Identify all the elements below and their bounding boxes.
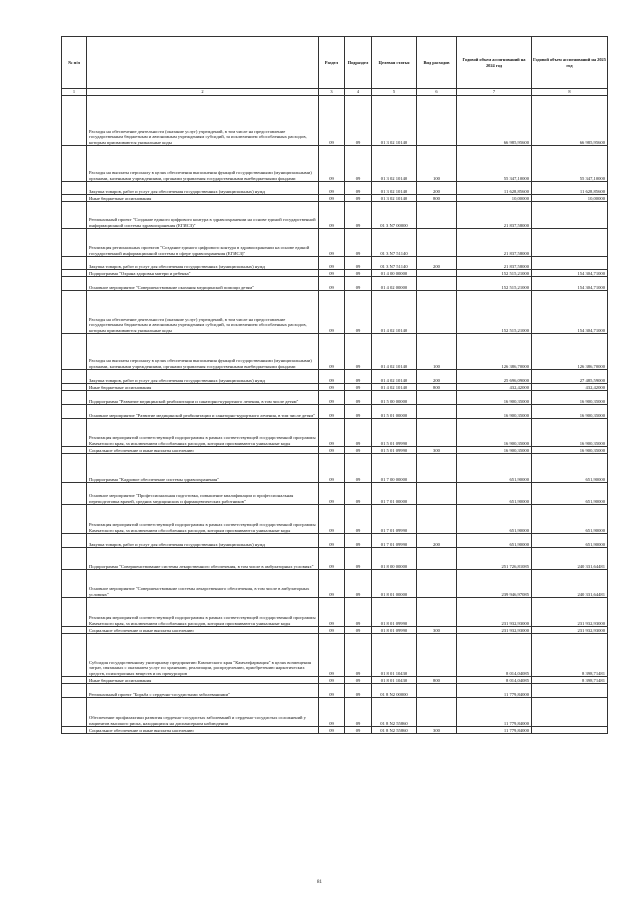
cell-name: Основное мероприятие "Развитие медицинской реабилитации и санаторно-курортного лечения, в том числе детям": [87, 405, 319, 419]
cell-expense-type: 300: [417, 447, 457, 454]
cell-num: [62, 548, 87, 570]
cell-razdel: 09: [319, 698, 345, 727]
table-header-row: [62, 37, 608, 89]
cell-name: Региональный проект "Создание единого цифрового контура в здравоохранении на основе единой государственной информационной системы здравоохранения (ЕГИСЗ)": [87, 202, 319, 229]
cell-target-article: 01 3 02 10140: [372, 146, 417, 182]
cell-podrazdel: 09: [345, 270, 372, 277]
cell-podrazdel: 09: [345, 291, 372, 334]
cell-year-2024: 8 014,04085: [457, 634, 532, 677]
cell-podrazdel: 09: [345, 570, 372, 598]
cell-expense-type: 800: [417, 677, 457, 684]
cell-razdel: 09: [319, 598, 345, 627]
cell-num: [62, 447, 87, 454]
cell-num: [62, 202, 87, 229]
table-row: [62, 727, 608, 734]
cell-name: Закупка товаров, работ и услуг для обеспечения государственных (муниципальных) нужд: [87, 257, 319, 270]
cell-year-2024: 651,90000: [457, 483, 532, 505]
cell-podrazdel: 09: [345, 534, 372, 548]
cell-name: Подпрограмма "Кадровое обеспечение системы здравоохранения": [87, 454, 319, 483]
cell-num: [62, 534, 87, 548]
cell-name: Реализация региональных проектов "Создание единого цифрового контура в здравоохранении на основе единой государственной информационной системы в сфере здравоохранения (ЕГИСЗ)": [87, 229, 319, 257]
cell-year-2025: 231 932,93000: [532, 598, 608, 627]
cell-razdel: 09: [319, 548, 345, 570]
cell-year-2025: 651,90000: [532, 483, 608, 505]
cell-num: [62, 598, 87, 627]
cell-expense-type: 200: [417, 534, 457, 548]
cell-year-2024: 21 837,58000: [457, 229, 532, 257]
cell-name: Иные бюджетные ассигнования: [87, 195, 319, 202]
table-row: [62, 257, 608, 270]
cell-year-2025: [532, 202, 608, 229]
cell-name: Реализация мероприятий соответствующей подпрограммы в рамках соответствующей государственной программы Камчатского края, за исключением обособленных расходов, которым присваиваются уникальные коды: [87, 505, 319, 534]
cell-expense-type: 200: [417, 257, 457, 270]
table-row: [62, 405, 608, 419]
cell-podrazdel: 09: [345, 727, 372, 734]
cell-year-2024: 152 515,21000: [457, 291, 532, 334]
cell-num: [62, 627, 87, 634]
budget-table-sheet: [61, 36, 608, 734]
cell-year-2024: 16 900,35000: [457, 391, 532, 405]
cell-year-2025: 651,90000: [532, 454, 608, 483]
cell-year-2024: 21 837,58000: [457, 202, 532, 229]
cell-expense-type: [417, 698, 457, 727]
table-row: [62, 96, 608, 146]
cell-year-2025: 231 932,93000: [532, 627, 608, 634]
cell-razdel: 09: [319, 370, 345, 384]
cell-target-article: 01 4 02 10140: [372, 370, 417, 384]
table-row: [62, 146, 608, 182]
cell-year-2025: 154 304,71000: [532, 270, 608, 277]
cell-name: Иные бюджетные ассигнования: [87, 384, 319, 391]
cell-year-2025: [532, 698, 608, 727]
cell-podrazdel: 09: [345, 182, 372, 195]
cell-num: [62, 634, 87, 677]
header-year-2024: Годовой объем ассигнований на 2024 год: [457, 37, 532, 89]
cell-podrazdel: 09: [345, 195, 372, 202]
cell-year-2025: [532, 229, 608, 257]
cell-podrazdel: 09: [345, 627, 372, 634]
cell-target-article: 01 3 02 10140: [372, 96, 417, 146]
table-row: [62, 202, 608, 229]
cell-year-2025: [532, 257, 608, 270]
cell-expense-type: [417, 454, 457, 483]
table-row: [62, 229, 608, 257]
cell-expense-type: [417, 405, 457, 419]
table-row: [62, 277, 608, 291]
cell-num: [62, 182, 87, 195]
cell-razdel: 09: [319, 334, 345, 370]
cell-year-2025: 240 331,64481: [532, 570, 608, 598]
cell-razdel: 09: [319, 627, 345, 634]
cell-year-2025: 432,42000: [532, 384, 608, 391]
cell-podrazdel: 09: [345, 684, 372, 698]
cell-target-article: 01 8 01 09990: [372, 627, 417, 634]
table-row: [62, 447, 608, 454]
cell-podrazdel: 09: [345, 391, 372, 405]
cell-num: [62, 370, 87, 384]
cell-target-article: 01 8 01 10430: [372, 634, 417, 677]
cell-year-2024: 251 726,81085: [457, 548, 532, 570]
cell-razdel: 09: [319, 727, 345, 734]
cell-name: Расходы на выплаты персоналу в целях обеспечения выполнения функций государственными (муниципальными) органами, казенными учреждениями, органами управления государственными внебюджетными фондами: [87, 146, 319, 182]
cell-name: Иные бюджетные ассигнования: [87, 677, 319, 684]
cell-podrazdel: 09: [345, 454, 372, 483]
table-row: [62, 195, 608, 202]
cell-year-2025: [532, 684, 608, 698]
cell-num: [62, 96, 87, 146]
table-row: [62, 548, 608, 570]
cell-target-article: 01 5 01 09990: [372, 419, 417, 447]
cell-podrazdel: 09: [345, 370, 372, 384]
cell-year-2024: 16 900,35000: [457, 419, 532, 447]
cell-podrazdel: 09: [345, 698, 372, 727]
cell-year-2024: 126 386,70000: [457, 334, 532, 370]
cell-year-2024: 66 985,95600: [457, 96, 532, 146]
cell-razdel: 09: [319, 96, 345, 146]
cell-razdel: 09: [319, 454, 345, 483]
cell-razdel: 09: [319, 534, 345, 548]
cell-year-2024: 231 932,93000: [457, 598, 532, 627]
cell-expense-type: [417, 634, 457, 677]
header-podrazdel: Подраздел: [345, 37, 372, 89]
cell-target-article: 01 8 N2 00000: [372, 684, 417, 698]
cell-name: Закупка товаров, работ и услуг для обеспечения государственных (муниципальных) нужд: [87, 534, 319, 548]
header-name: [87, 37, 319, 89]
cell-podrazdel: 09: [345, 677, 372, 684]
cell-num: [62, 505, 87, 534]
cell-year-2025: 11 628,85600: [532, 182, 608, 195]
cell-year-2024: 152 515,21000: [457, 277, 532, 291]
cell-expense-type: [417, 96, 457, 146]
cell-podrazdel: 09: [345, 334, 372, 370]
cell-year-2025: 126 386,70000: [532, 334, 608, 370]
cell-target-article: 01 4 02 10140: [372, 384, 417, 391]
budget-table: [61, 36, 608, 734]
cell-razdel: 09: [319, 419, 345, 447]
cell-target-article: 01 3 02 10140: [372, 195, 417, 202]
cell-year-2024: 11 779,84000: [457, 698, 532, 727]
cell-name: Подпрограмма "Развитие медицинской реабилитации и санаторно-курортного лечения, в том числе детям": [87, 391, 319, 405]
cell-num: [62, 391, 87, 405]
cell-target-article: 01 4 02 10140: [372, 291, 417, 334]
table-row: [62, 291, 608, 334]
cell-name: Основное мероприятие "Профессиональная подготовка, повышение квалификации и профессиональная переподготовка врачей, средних медицинских и фармацевтических работников": [87, 483, 319, 505]
cell-year-2024: 55 347,10000: [457, 146, 532, 182]
cell-year-2024: 651,90000: [457, 505, 532, 534]
cell-expense-type: 300: [417, 627, 457, 634]
cell-year-2025: 16 900,35000: [532, 447, 608, 454]
page-number: 81: [317, 880, 322, 885]
cell-num: [62, 334, 87, 370]
cell-target-article: 01 8 01 10430: [372, 677, 417, 684]
cell-name: Социальное обеспечение и иные выплаты населению: [87, 727, 319, 734]
column-number-row: [62, 89, 608, 96]
cell-year-2025: 27 485,59000: [532, 370, 608, 384]
cell-podrazdel: 09: [345, 598, 372, 627]
cell-expense-type: [417, 483, 457, 505]
table-row: [62, 677, 608, 684]
cell-year-2024: 152 515,21000: [457, 270, 532, 277]
cell-num: [62, 698, 87, 727]
table-row: [62, 505, 608, 534]
cell-target-article: 01 3 N7 51140: [372, 229, 417, 257]
cell-razdel: 09: [319, 483, 345, 505]
cell-num: [62, 405, 87, 419]
cell-year-2025: [532, 727, 608, 734]
cell-year-2025: 651,90000: [532, 505, 608, 534]
cell-year-2024: 21 837,58000: [457, 257, 532, 270]
colnum-7: 7: [457, 89, 532, 96]
cell-year-2024: 651,90000: [457, 534, 532, 548]
cell-razdel: 09: [319, 270, 345, 277]
header-target-article: Целевая статья: [372, 37, 417, 89]
cell-target-article: 01 3 N7 00000: [372, 202, 417, 229]
cell-expense-type: [417, 598, 457, 627]
cell-name: Расходы на обеспечение деятельности (оказание услуг) учреждений, в том числе на предоставление государственным бюджетным и автономным учреждениям субсидий, за исключением обособленных расходов, которым присваиваются уникальные коды: [87, 96, 319, 146]
table-row: [62, 534, 608, 548]
cell-podrazdel: 09: [345, 419, 372, 447]
cell-year-2024: 10,00000: [457, 195, 532, 202]
cell-year-2025: 154 304,71000: [532, 291, 608, 334]
cell-num: [62, 677, 87, 684]
cell-year-2024: 432,42000: [457, 384, 532, 391]
cell-name: Основное мероприятие "Совершенствование системы лекарственного обеспечения, в том числе в амбулаторных условиях": [87, 570, 319, 598]
cell-year-2025: 16 900,35000: [532, 405, 608, 419]
cell-expense-type: 300: [417, 727, 457, 734]
cell-target-article: 01 7 01 09990: [372, 505, 417, 534]
cell-target-article: 01 8 01 00000: [372, 570, 417, 598]
table-row: [62, 570, 608, 598]
cell-target-article: 01 7 01 09990: [372, 534, 417, 548]
cell-year-2025: 16 900,35000: [532, 419, 608, 447]
table-row: [62, 419, 608, 447]
table-body: [62, 96, 608, 734]
table-row: [62, 182, 608, 195]
cell-year-2024: 25 696,09000: [457, 370, 532, 384]
cell-year-2024: 11 628,85600: [457, 182, 532, 195]
cell-num: [62, 277, 87, 291]
table-row: [62, 391, 608, 405]
cell-year-2024: 8 014,04085: [457, 677, 532, 684]
cell-expense-type: [417, 277, 457, 291]
cell-year-2024: 11 779,84000: [457, 684, 532, 698]
cell-name: Социальное обеспечение и иные выплаты населению: [87, 447, 319, 454]
cell-podrazdel: 09: [345, 257, 372, 270]
cell-target-article: 01 8 00 00000: [372, 548, 417, 570]
cell-expense-type: [417, 419, 457, 447]
cell-year-2025: 154 304,71000: [532, 277, 608, 291]
cell-razdel: 09: [319, 677, 345, 684]
colnum-6: 6: [417, 89, 457, 96]
cell-podrazdel: 09: [345, 146, 372, 182]
cell-razdel: 09: [319, 277, 345, 291]
cell-num: [62, 291, 87, 334]
table-row: [62, 627, 608, 634]
cell-year-2025: 8 398,71481: [532, 634, 608, 677]
cell-razdel: 09: [319, 505, 345, 534]
cell-year-2025: 66 985,95600: [532, 96, 608, 146]
cell-target-article: 01 4 00 00000: [372, 270, 417, 277]
cell-year-2024: 11 779,84000: [457, 727, 532, 734]
cell-num: [62, 229, 87, 257]
cell-podrazdel: 09: [345, 405, 372, 419]
cell-year-2024: 16 900,35000: [457, 447, 532, 454]
cell-target-article: 01 5 01 00000: [372, 405, 417, 419]
cell-target-article: 01 7 01 00000: [372, 483, 417, 505]
cell-expense-type: 200: [417, 182, 457, 195]
colnum-8: 8: [532, 89, 608, 96]
cell-target-article: 01 5 01 09990: [372, 447, 417, 454]
cell-razdel: 09: [319, 182, 345, 195]
cell-expense-type: 100: [417, 146, 457, 182]
cell-name: Субсидия государственному унитарному предприятию Камчатского края "Камчатфармация" в целях возмещения затрат, связанных с оказанием услуг по хранению, реализации, распределению, приобретению наркотических средств, психотропных веществ и их прекурсоров: [87, 634, 319, 677]
cell-year-2024: 239 946,97085: [457, 570, 532, 598]
cell-expense-type: 100: [417, 334, 457, 370]
cell-num: [62, 727, 87, 734]
cell-name: Реализация мероприятий соответствующей подпрограммы в рамках соответствующей государственной программы Камчатского края, за исключением обособленных расходов, которым присваиваются уникальные коды: [87, 598, 319, 627]
cell-num: [62, 257, 87, 270]
cell-num: [62, 684, 87, 698]
cell-razdel: 09: [319, 634, 345, 677]
cell-expense-type: [417, 505, 457, 534]
cell-name: Подпрограмма "Совершенствование системы лекарственного обеспечения, в том числе в амбулаторных условиях": [87, 548, 319, 570]
cell-expense-type: 200: [417, 370, 457, 384]
table-row: [62, 454, 608, 483]
header-num: № п/п: [62, 37, 87, 89]
header-expense-type: Вид расходов: [417, 37, 457, 89]
table-row: [62, 270, 608, 277]
colnum-4: 4: [345, 89, 372, 96]
cell-expense-type: [417, 684, 457, 698]
cell-name: Закупка товаров, работ и услуг для обеспечения государственных (муниципальных) нужд: [87, 182, 319, 195]
cell-year-2025: 8 398,71481: [532, 677, 608, 684]
cell-podrazdel: 09: [345, 548, 372, 570]
cell-name: Обеспечение профилактики развития сердечно-сосудистых заболеваний и сердечно-сосудистых осложнений у пациентов высокого риска, находящихся на диспансерном наблюдении: [87, 698, 319, 727]
header-year-2025: Годовой объем ассигнований на 2025 год: [532, 37, 608, 89]
table-row: [62, 634, 608, 677]
cell-podrazdel: 09: [345, 277, 372, 291]
cell-razdel: 09: [319, 195, 345, 202]
cell-razdel: 09: [319, 257, 345, 270]
cell-name: Реализация мероприятий соответствующей подпрограммы в рамках соответствующей государственной программы Камчатского края, за исключением обособленных расходов, которым присваиваются уникальные коды: [87, 419, 319, 447]
colnum-5: 5: [372, 89, 417, 96]
cell-expense-type: [417, 291, 457, 334]
cell-year-2024: 651,90000: [457, 454, 532, 483]
cell-num: [62, 454, 87, 483]
cell-expense-type: [417, 391, 457, 405]
table-row: [62, 384, 608, 391]
cell-year-2025: 651,90000: [532, 534, 608, 548]
cell-year-2025: 16 900,35000: [532, 391, 608, 405]
cell-target-article: 01 4 02 10140: [372, 334, 417, 370]
cell-razdel: 09: [319, 202, 345, 229]
cell-expense-type: [417, 229, 457, 257]
cell-podrazdel: 09: [345, 384, 372, 391]
cell-podrazdel: 09: [345, 229, 372, 257]
colnum-2: 2: [87, 89, 319, 96]
cell-num: [62, 270, 87, 277]
cell-target-article: 01 8 N2 55860: [372, 698, 417, 727]
cell-podrazdel: 09: [345, 96, 372, 146]
header-razdel: Раздел: [319, 37, 345, 89]
cell-num: [62, 146, 87, 182]
table-row: [62, 370, 608, 384]
cell-expense-type: 800: [417, 384, 457, 391]
cell-name: Подпрограмма "Охрана здоровья матери и ребенка": [87, 270, 319, 277]
cell-expense-type: [417, 270, 457, 277]
cell-name: Региональный проект "Борьба с сердечно-сосудистыми заболеваниями": [87, 684, 319, 698]
cell-razdel: 09: [319, 405, 345, 419]
cell-podrazdel: 09: [345, 447, 372, 454]
cell-expense-type: [417, 570, 457, 598]
table-row: [62, 684, 608, 698]
cell-year-2025: 240 331,64481: [532, 548, 608, 570]
cell-expense-type: [417, 202, 457, 229]
cell-podrazdel: 09: [345, 634, 372, 677]
cell-expense-type: [417, 548, 457, 570]
cell-year-2024: 16 900,35000: [457, 405, 532, 419]
table-row: [62, 698, 608, 727]
cell-year-2024: 231 932,93000: [457, 627, 532, 634]
cell-razdel: 09: [319, 391, 345, 405]
cell-target-article: 01 8 N2 55860: [372, 727, 417, 734]
table-row: [62, 598, 608, 627]
cell-name: Закупка товаров, работ и услуг для обеспечения государственных (муниципальных) нужд: [87, 370, 319, 384]
cell-target-article: 01 3 N7 51140: [372, 257, 417, 270]
cell-num: [62, 570, 87, 598]
cell-razdel: 09: [319, 570, 345, 598]
cell-razdel: 09: [319, 447, 345, 454]
cell-target-article: 01 3 02 10140: [372, 182, 417, 195]
cell-num: [62, 419, 87, 447]
cell-razdel: 09: [319, 684, 345, 698]
cell-razdel: 09: [319, 291, 345, 334]
cell-name: Расходы на обеспечение деятельности (оказание услуг) учреждений, в том числе на предоставление государственным бюджетным и автономным учреждениям субсидий, за исключением обособленных расходов, которым присваиваются уникальные коды: [87, 291, 319, 334]
cell-razdel: 09: [319, 384, 345, 391]
table-row: [62, 334, 608, 370]
cell-name: Основное мероприятие "Совершенствование оказания медицинской помощи детям": [87, 277, 319, 291]
cell-target-article: 01 4 02 00000: [372, 277, 417, 291]
cell-num: [62, 483, 87, 505]
cell-podrazdel: 09: [345, 202, 372, 229]
cell-target-article: 01 5 00 00000: [372, 391, 417, 405]
cell-podrazdel: 09: [345, 505, 372, 534]
colnum-1: 1: [62, 89, 87, 96]
cell-year-2025: 10,00000: [532, 195, 608, 202]
cell-year-2025: 55 347,10000: [532, 146, 608, 182]
table-row: [62, 483, 608, 505]
cell-razdel: 09: [319, 229, 345, 257]
cell-razdel: 09: [319, 146, 345, 182]
cell-target-article: 01 8 01 09990: [372, 598, 417, 627]
cell-name: Социальное обеспечение и иные выплаты населению: [87, 627, 319, 634]
cell-podrazdel: 09: [345, 483, 372, 505]
cell-target-article: 01 7 00 00000: [372, 454, 417, 483]
cell-name: Расходы на выплаты персоналу в целях обеспечения выполнения функций государственными (муниципальными) органами, казенными учреждениями, органами управления государственными внебюджетными фондами: [87, 334, 319, 370]
cell-num: [62, 384, 87, 391]
cell-expense-type: 800: [417, 195, 457, 202]
cell-num: [62, 195, 87, 202]
colnum-3: 3: [319, 89, 345, 96]
